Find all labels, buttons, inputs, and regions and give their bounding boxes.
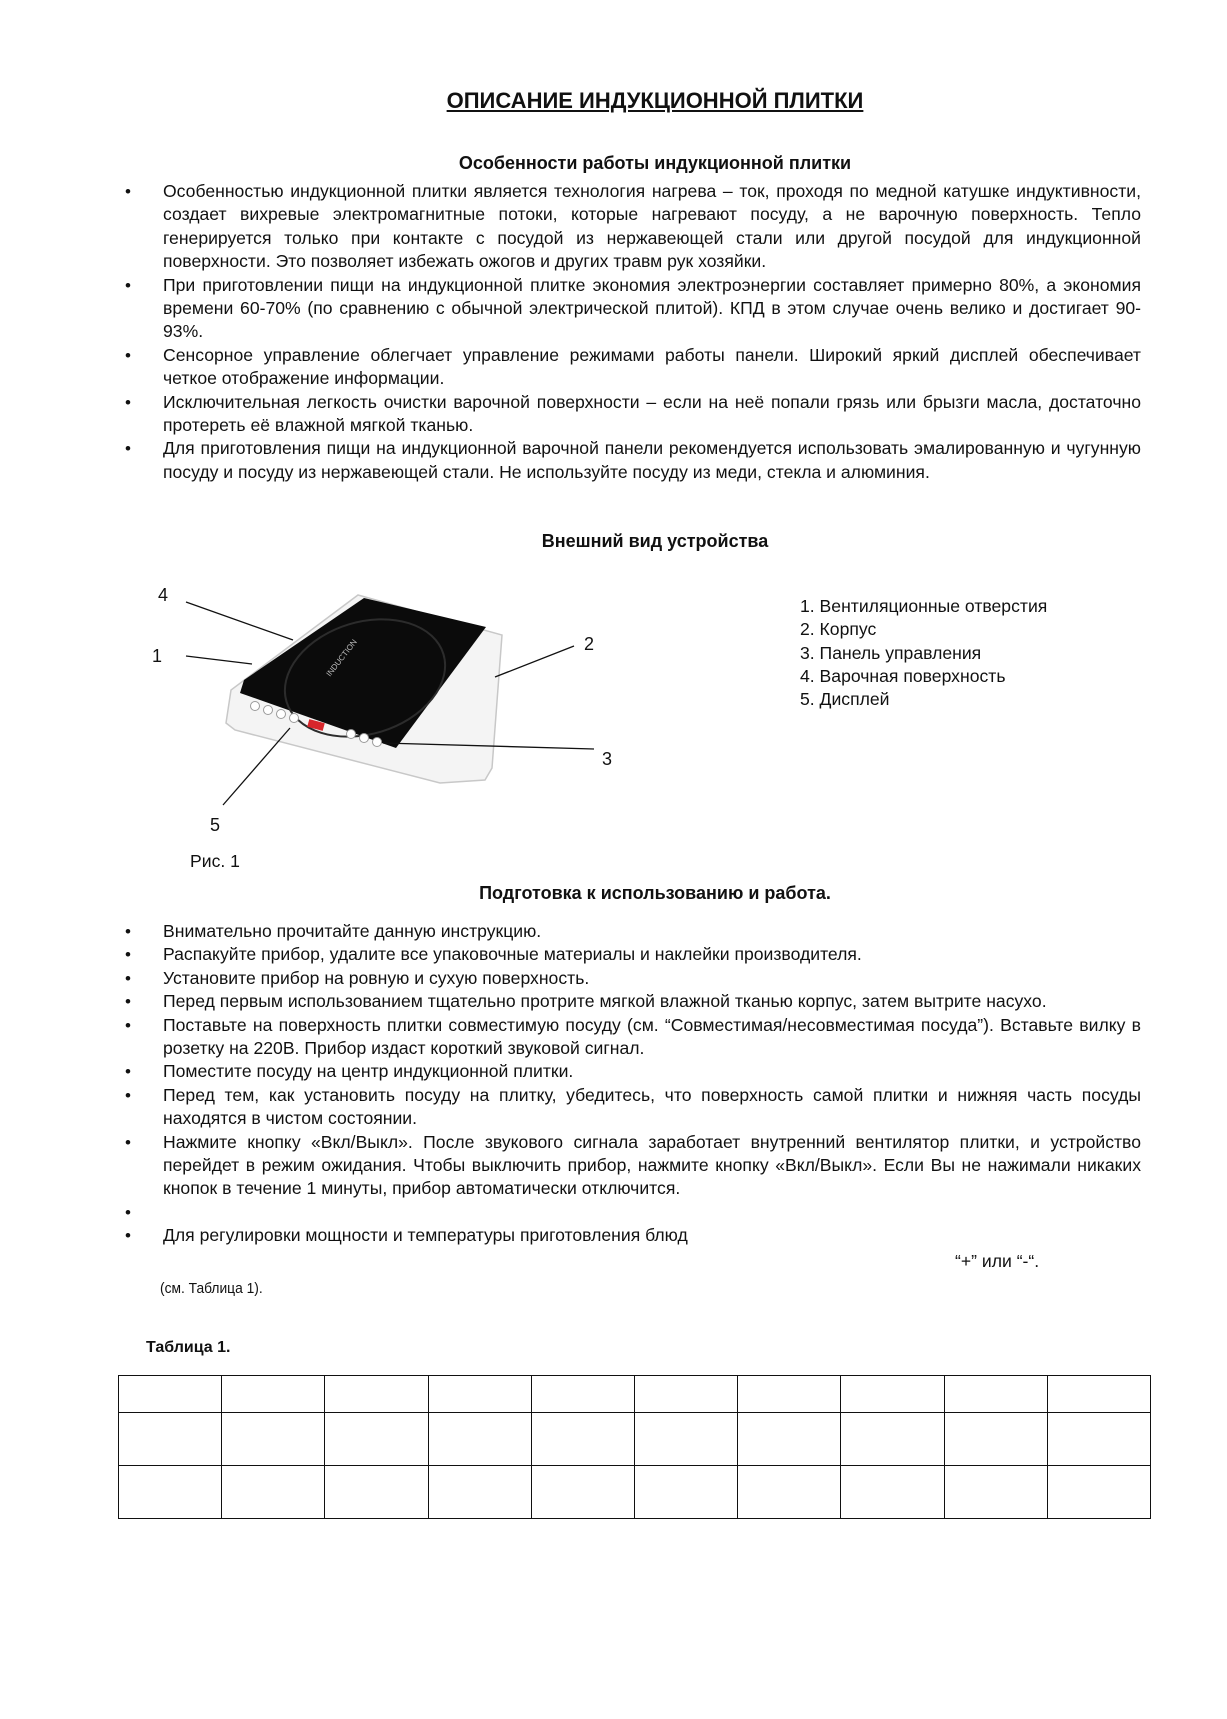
table-title: Таблица 1. xyxy=(146,1339,231,1356)
table-1 xyxy=(118,1375,1151,1519)
table-cell xyxy=(222,1376,325,1413)
table-cell xyxy=(1047,1413,1150,1466)
table-cell xyxy=(634,1466,737,1519)
table-row xyxy=(119,1413,1151,1466)
section-heading-appearance: Внешний вид устройства xyxy=(541,531,769,551)
list-item: • Для приготовления пищи на индукционной варочной панели рекомендуется использовать эмалированную и чугунную посуду и посуду из нержавеющей стали. Не используйте посуду из меди, стекла и алюминия. xyxy=(125,437,1141,484)
table-cell xyxy=(634,1376,737,1413)
list-item: • Перед тем, как установить посуду на плитку, убедитесь, что поверхность самой плитки и нижняя часть посуды находятся в чистом состоянии. xyxy=(125,1084,1141,1131)
leader-line-2 xyxy=(495,646,574,677)
list-item: • Перед первым использованием тщательно протрите мягкой влажной тканью корпус, затем вытрите насухо. xyxy=(125,990,1141,1013)
hob-print-text: INDUCTION xyxy=(324,637,359,679)
table-cell xyxy=(531,1413,634,1466)
bullet-extra-text: “+” или “-“. xyxy=(955,1251,1040,1271)
section-heading-usage: Подготовка к использованию и работа. xyxy=(479,883,831,903)
device-figure xyxy=(140,580,660,860)
control-button-icon xyxy=(251,702,260,711)
table-cell xyxy=(738,1413,841,1466)
list-item: • Для регулировки мощности и температуры приготовления блюд xyxy=(125,1224,1141,1247)
table-cell xyxy=(325,1413,428,1466)
table-cell xyxy=(944,1466,1047,1519)
list-item: • Особенностью индукционной плитки является технология нагрева – ток, проходя по медной катушке индуктивности, создает вихревые электромагнитные потоки, которые нагревают посуду, а не варочную поверхность. Тепло генерируется только при контакте с посудой из нержавеющей стали или другой посудой для индукционной поверхности. Это позволяет избежать ожогов и других травм рук хозяйки. xyxy=(125,180,1141,274)
control-button-icon xyxy=(347,730,356,739)
leader-line-4 xyxy=(186,602,293,640)
list-item: • Исключительная легкость очистки варочной поверхности – если на неё попали грязь или брызги масла, достаточно протереть её влажной мягкой тканью. xyxy=(125,391,1141,438)
table-cell xyxy=(841,1376,944,1413)
callout-number: 4 xyxy=(158,585,169,605)
table-row xyxy=(119,1466,1151,1519)
leader-line-5 xyxy=(223,728,290,805)
table-row xyxy=(119,1376,1151,1413)
table-cell xyxy=(325,1376,428,1413)
callout-number: 3 xyxy=(602,749,613,769)
table-cell xyxy=(428,1376,531,1413)
table-cell xyxy=(531,1376,634,1413)
control-button-icon xyxy=(277,710,286,719)
table-cell xyxy=(119,1376,222,1413)
table-cell xyxy=(222,1413,325,1466)
table-reference-note: (см. Таблица 1). xyxy=(160,1280,263,1297)
list-item: • Сенсорное управление облегчает управление режимами работы панели. Широкий яркий дисплей обеспечивает четкое отображение информации. xyxy=(125,344,1141,391)
list-item: • Распакуйте прибор, удалите все упаковочные материалы и наклейки производителя. xyxy=(125,943,1141,966)
callout-number: 5 xyxy=(210,815,221,835)
legend-item: 5. Дисплей xyxy=(800,689,890,710)
table-cell xyxy=(738,1376,841,1413)
list-item xyxy=(125,1201,1141,1224)
table-cell xyxy=(222,1466,325,1519)
features-list xyxy=(125,180,1141,484)
legend-item: 4. Варочная поверхность xyxy=(800,665,1006,686)
legend-item: 3. Панель управления xyxy=(800,642,982,663)
control-button-icon xyxy=(373,738,382,747)
table-cell xyxy=(428,1413,531,1466)
list-item: • Нажмите кнопку «Вкл/Выкл». После звукового сигнала заработает внутренний вентилятор плитки, и устройство перейдет в режим ожидания. Чтобы выключить прибор, нажмите кнопку «Вкл/Выкл». Если Вы не нажимали никаких кнопок в течение 1 минуты, прибор автоматически отключится. xyxy=(125,1131,1141,1201)
list-item: • Поместите посуду на центр индукционной плитки. xyxy=(125,1060,1141,1083)
table-cell xyxy=(944,1413,1047,1466)
table-cell xyxy=(428,1466,531,1519)
control-button-icon xyxy=(290,714,299,723)
table-cell xyxy=(841,1466,944,1519)
callout-number: 1 xyxy=(152,646,163,666)
usage-list xyxy=(125,920,1141,1248)
list-item: • Внимательно прочитайте данную инструкцию. xyxy=(125,920,1141,943)
table-cell xyxy=(1047,1466,1150,1519)
table-cell xyxy=(325,1466,428,1519)
table-cell xyxy=(531,1466,634,1519)
table-cell xyxy=(634,1413,737,1466)
control-button-icon xyxy=(264,706,273,715)
legend-item: 1. Вентиляционные отверстия xyxy=(800,596,1048,616)
callout-number: 2 xyxy=(584,634,595,654)
list-item: • Установите прибор на ровную и сухую поверхность. xyxy=(125,967,1141,990)
leader-line-1 xyxy=(186,656,252,664)
table-cell xyxy=(944,1376,1047,1413)
document-title: ОПИСАНИЕ ИНДУКЦИОННОЙ ПЛИТКИ xyxy=(446,88,864,113)
list-item: • Поставьте на поверхность плитки совместимую посуду (см. “Совместимая/несовместимая посуда”). Вставьте вилку в розетку на 220В. Прибор издаст короткий звуковой сигнал. xyxy=(125,1014,1141,1061)
list-item: • При приготовлении пищи на индукционной плитке экономия электроэнергии составляет примерно 80%, а экономия времени 60-70% (по сравнению с обычной электрической плитой). КПД в этом случае очень велико и достигает 90-93%. xyxy=(125,274,1141,344)
table-cell xyxy=(841,1413,944,1466)
control-button-icon xyxy=(360,734,369,743)
table-cell xyxy=(119,1413,222,1466)
figure-legend xyxy=(800,595,1047,711)
table-cell xyxy=(119,1466,222,1519)
section-heading-features: Особенности работы индукционной плитки xyxy=(458,153,852,173)
table-cell xyxy=(1047,1376,1150,1413)
table-cell xyxy=(738,1466,841,1519)
legend-item: 2. Корпус xyxy=(800,619,877,640)
figure-caption: Рис. 1 xyxy=(190,851,240,871)
